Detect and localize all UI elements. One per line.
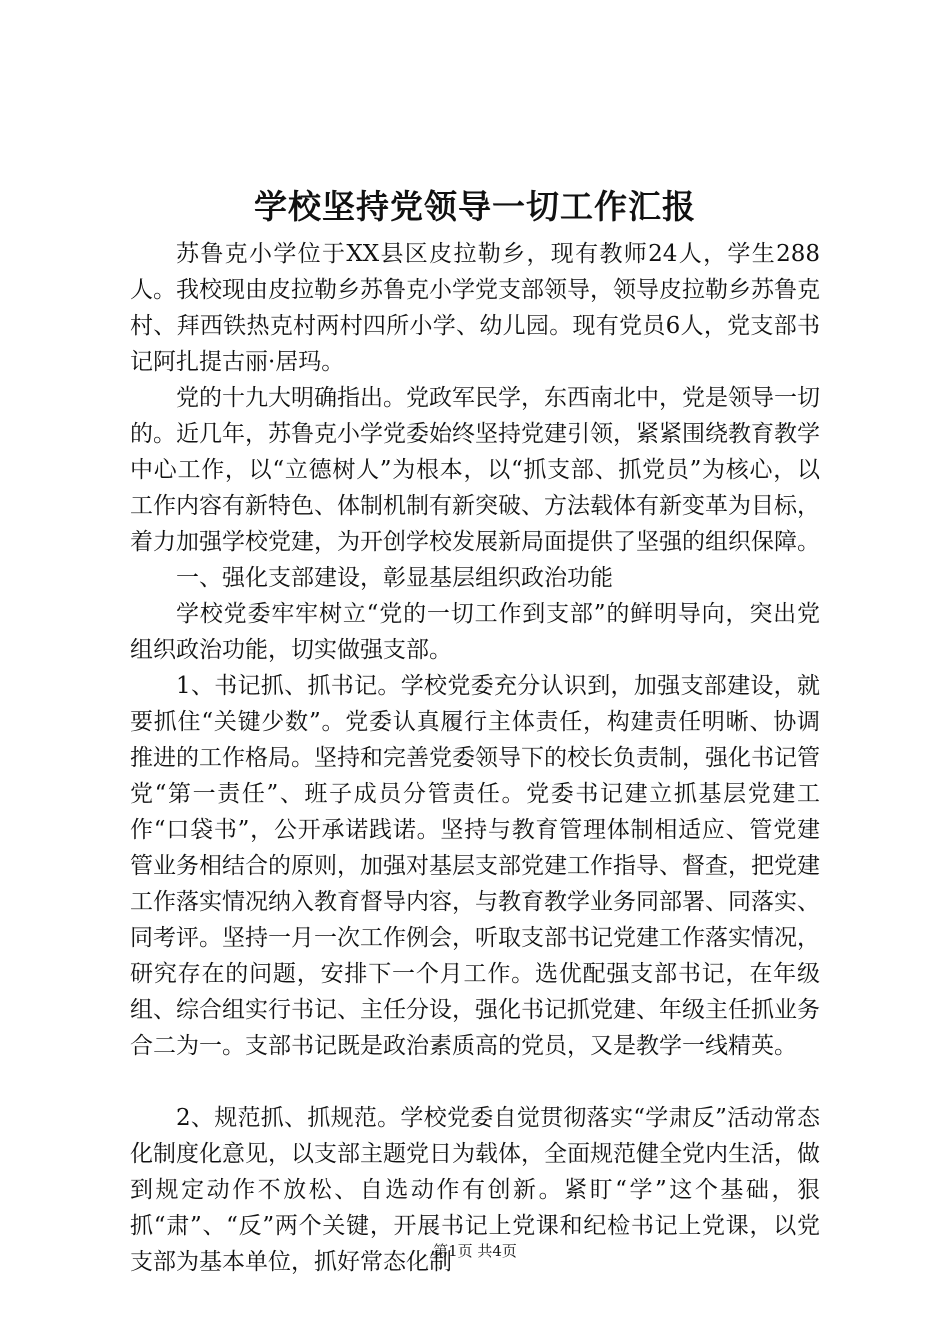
document-body: [130, 236, 820, 1280]
document-title: 学校坚持党领导一切工作汇报: [254, 187, 696, 226]
page-footer: 第1页 共4页: [433, 1242, 517, 1260]
paragraph-item-2: 2、规范抓、抓规范。学校党委自觉贯彻落实“学肃反”活动常态化制度化意见，以支部主题党日为载体，全面规范健全党内生活，做到规定动作不放松、自选动作有创新。紧盯“学”这个基础，狠抓“肃”、“反”两个关键，开展书记上党课和纪检书记上党课，以党支部为基本单位，抓好常态化制: [130, 1105, 820, 1275]
paragraph-item-1: 1、书记抓、抓书记。学校党委充分认识到，加强支部建设，就要抓住“关键少数”。党委认真履行主体责任，构建责任明晰、协调推进的工作格局。坚持和完善党委领导下的校长负责制，强化书记管党“第一责任”、班子成员分管责任。党委书记建立抓基层党建工作“口袋书”，公开承诺践诺。坚持与教育管理体制相适应、管党建管业务相结合的原则，加强对基层支部党建工作指导、督查，把党建工作落实情况纳入教育督导内容，与教育教学业务同部署、同落实、同考评。坚持一月一次工作例会，听取支部书记党建工作落实情况，研究存在的问题，安排下一个月工作。选优配强支部书记，在年级组、综合组实行书记、主任分设，强化书记抓党建、年级主任抓业务合二为一。支部书记既是政治素质高的党员，又是教学一线精英。: [130, 673, 820, 1059]
paragraph-intro: 苏鲁克小学位于XX县区皮拉勒乡，现有教师24人，学生288人。我校现由皮拉勒乡苏鲁克小学党支部领导，领导皮拉勒乡苏鲁克村、拜西铁热克村两村四所小学、幼儿园。现有党员6人，党支部书记阿扎提古丽·居玛。: [130, 241, 820, 375]
section-heading-1: 一、强化支部建设，彰显基层组织政治功能: [176, 565, 613, 591]
paragraph-branch-orientation: 学校党委牢牢树立“党的一切工作到支部”的鲜明导向，突出党组织政治功能，切实做强支部。: [130, 601, 820, 663]
paragraph-party-leadership: 党的十九大明确指出。党政军民学，东西南北中，党是领导一切的。近几年，苏鲁克小学党委始终坚持党建引领，紧紧围绕教育教学中心工作，以“立德树人”为根本，以“抓支部、抓党员”为核心，以工作内容有新特色、体制机制有新突破、方法载体有新变革为目标，着力加强学校党建，为开创学校发展新局面提供了坚强的组织保障。: [130, 385, 820, 555]
